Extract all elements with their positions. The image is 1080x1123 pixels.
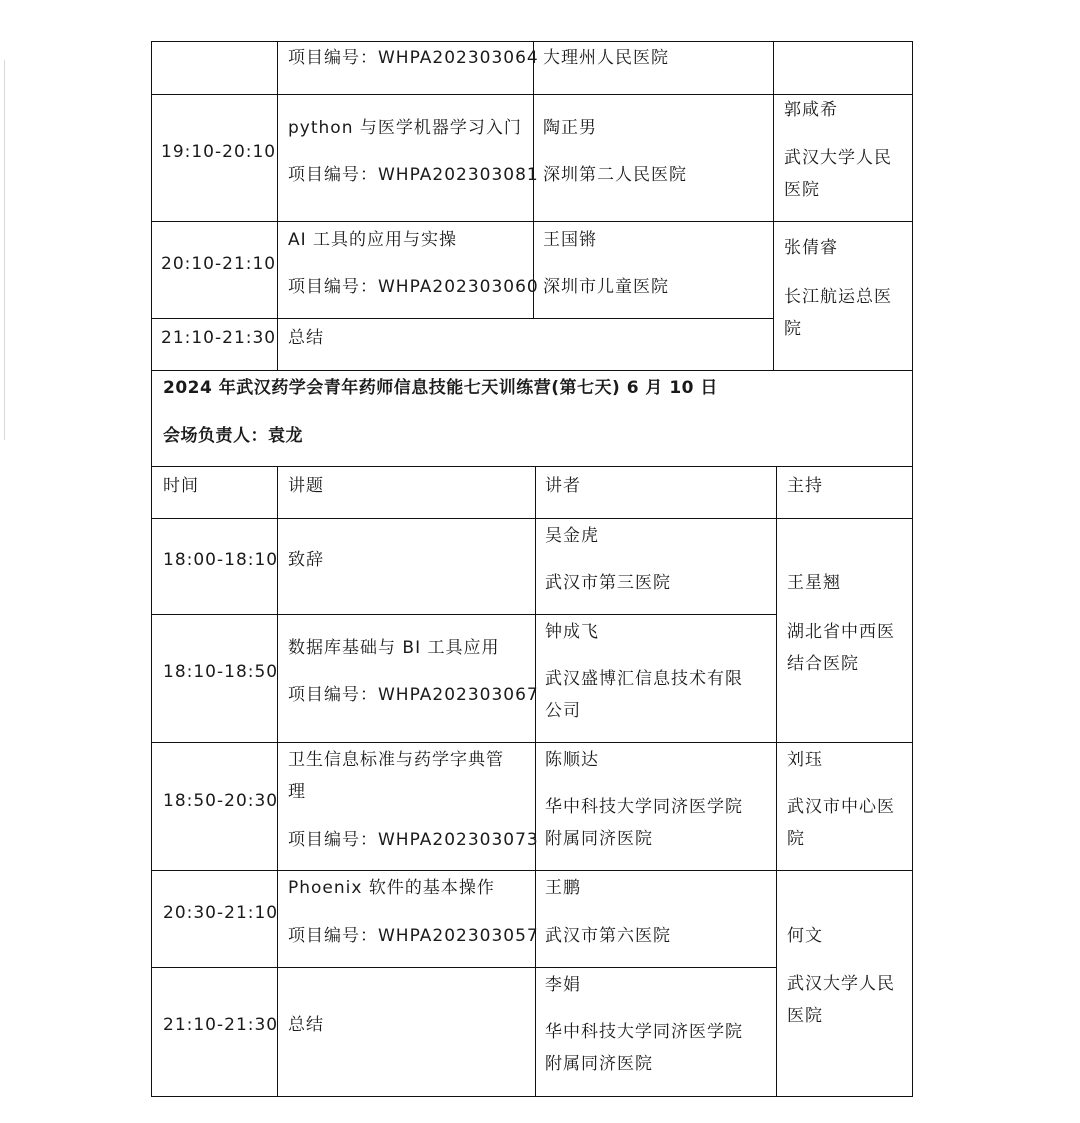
time-slot: 18:50-20:30 xyxy=(163,791,279,811)
topic-code: 项目编号：WHPA202303073 xyxy=(288,830,539,850)
table-border-top xyxy=(151,41,913,42)
host-name: 王星翘 xyxy=(787,573,841,593)
grid-line xyxy=(151,318,774,319)
speaker-org: 深圳第二人民医院 xyxy=(543,165,687,185)
topic-title: 理 xyxy=(288,782,306,802)
speaker-org: 公司 xyxy=(545,701,581,721)
speaker-name: 陶正男 xyxy=(543,118,597,138)
speaker-org: 附属同济医院 xyxy=(545,1054,653,1074)
topic-code: 项目编号：WHPA202303067 xyxy=(288,685,539,705)
host-org: 医院 xyxy=(784,180,820,200)
topic-code: 项目编号：WHPA202303060 xyxy=(288,277,539,297)
column-header-host: 主持 xyxy=(787,476,823,496)
speaker-name: 王国锵 xyxy=(543,230,597,250)
column-header-topic: 讲题 xyxy=(288,476,324,496)
host-org: 武汉大学人民 xyxy=(787,974,895,994)
table-border-right xyxy=(912,41,913,1097)
grid-line xyxy=(277,41,278,371)
host-org: 长江航运总医 xyxy=(784,287,892,307)
grid-line xyxy=(151,221,913,222)
grid-line xyxy=(776,466,777,1097)
topic-title: python 与医学机器学习入门 xyxy=(288,118,522,138)
table-border-left xyxy=(151,41,152,1097)
scan-edge xyxy=(4,60,5,440)
speaker-name: 王鹏 xyxy=(545,878,581,898)
speaker-name: 吴金虎 xyxy=(545,526,599,546)
speaker-org: 大理州人民医院 xyxy=(543,48,669,68)
grid-line xyxy=(151,870,913,871)
speaker-org: 武汉市第六医院 xyxy=(545,926,671,946)
grid-line xyxy=(151,614,776,615)
section-title: 2024 年武汉药学会青年药师信息技能七天训练营(第七天) 6 月 10 日 xyxy=(163,378,718,398)
host-org: 医院 xyxy=(787,1006,823,1026)
grid-line xyxy=(151,742,913,743)
time-slot: 20:30-21:10 xyxy=(163,903,279,923)
speaker-org: 深圳市儿童医院 xyxy=(543,277,669,297)
speaker-name: 陈顺达 xyxy=(545,750,599,770)
grid-line xyxy=(151,967,776,968)
time-slot: 21:10-21:30 xyxy=(163,1015,279,1035)
speaker-org: 武汉市第三医院 xyxy=(545,573,671,593)
speaker-name: 李娟 xyxy=(545,975,581,995)
time-slot: 20:10-21:10 xyxy=(161,254,277,274)
grid-line xyxy=(151,466,913,467)
host-name: 张倩睿 xyxy=(784,238,838,258)
table-border-bottom xyxy=(151,1096,913,1097)
time-slot: 18:00-18:10 xyxy=(163,550,279,570)
topic-title: 数据库基础与 BI 工具应用 xyxy=(288,638,500,658)
host-org: 湖北省中西医 xyxy=(787,622,895,642)
speaker-org: 华中科技大学同济医学院 xyxy=(545,1022,743,1042)
host-org: 结合医院 xyxy=(787,654,859,674)
topic-title: AI 工具的应用与实操 xyxy=(288,230,458,250)
column-header-time: 时间 xyxy=(163,476,199,496)
host-org: 武汉市中心医 xyxy=(787,797,895,817)
speaker-name: 钟成飞 xyxy=(545,622,599,642)
grid-line xyxy=(535,466,536,1097)
time-slot: 19:10-20:10 xyxy=(161,142,277,162)
topic-title: 总结 xyxy=(288,328,324,348)
speaker-org: 武汉盛博汇信息技术有限 xyxy=(545,669,743,689)
host-org: 院 xyxy=(784,319,802,339)
host-org: 武汉大学人民 xyxy=(784,148,892,168)
column-header-speaker: 讲者 xyxy=(545,476,581,496)
time-slot: 21:10-21:30 xyxy=(161,328,277,348)
topic-title: 总结 xyxy=(288,1015,324,1035)
host-org: 院 xyxy=(787,829,805,849)
grid-line xyxy=(151,94,913,95)
topic-title: 卫生信息标准与药学字典管 xyxy=(288,750,504,770)
topic-code: 项目编号：WHPA202303081 xyxy=(288,165,539,185)
topic-code: 项目编号：WHPA202303057 xyxy=(288,926,539,946)
grid-line xyxy=(773,41,774,371)
topic-code: 项目编号：WHPA202303064 xyxy=(288,48,539,68)
speaker-org: 附属同济医院 xyxy=(545,829,653,849)
topic-title: Phoenix 软件的基本操作 xyxy=(288,878,495,898)
speaker-org: 华中科技大学同济医学院 xyxy=(545,797,743,817)
host-name: 郭咸希 xyxy=(784,100,838,120)
grid-line xyxy=(151,518,913,519)
grid-line xyxy=(151,370,913,371)
host-name: 刘珏 xyxy=(787,750,823,770)
time-slot: 18:10-18:50 xyxy=(163,662,279,682)
topic-title: 致辞 xyxy=(288,550,324,570)
host-name: 何文 xyxy=(787,926,823,946)
venue-manager: 会场负责人：袁龙 xyxy=(163,426,303,446)
